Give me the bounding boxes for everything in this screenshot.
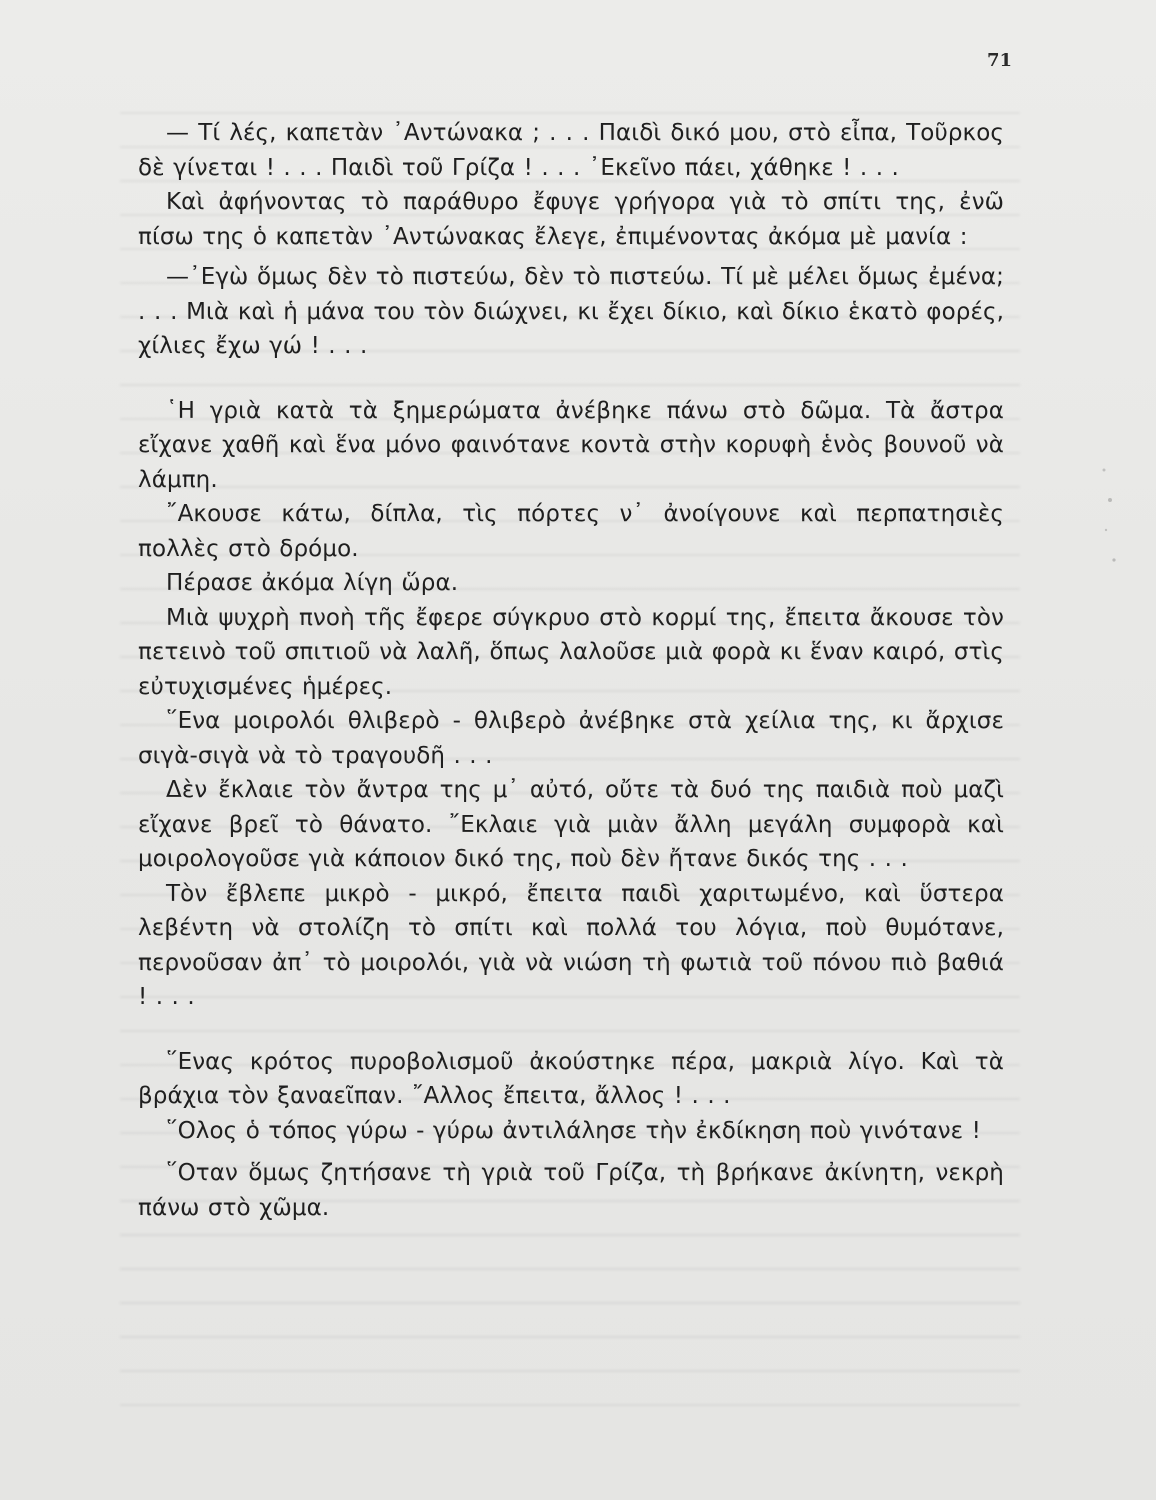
body-text [138,116,1004,1225]
paragraph-dialogue-2: —᾿Εγὼ ὅμως δὲν τὸ πιστεύω, δὲν τὸ πιστεύω. Τί μὲ μέλει ὅμως ἐμένα; . . . Μιὰ καὶ ἡ μάνα του τὸν διώχνει, κι ἔχει δίκιο, καὶ δίκιο ἑκατὸ φορές, χίλιες ἔχω γώ ! . . . [138,264,1004,359]
paragraph-narration-1: Καὶ ἀφήνοντας τὸ παράθυρο ἔφυγε γρήγορα γιὰ τὸ σπίτι της, ἐνῶ πίσω της ὁ καπετὰν ᾿Αντώνακας ἔλεγε, ἐπιμένοντας ἀκόμα μὲ μανία : [138,189,1004,250]
paragraph-narration-5: Μιὰ ψυχρὴ πνοὴ τῆς ἔφερε σύγκρυο στὸ κορμί της, ἔπειτα ἄκουσε τὸν πετεινὸ τοῦ σπιτιοῦ νὰ λαλῆ, ὅπως λαλοῦσε μιὰ φορὰ κι ἕναν καιρό, στὶς εὐτυχισμένες ἡμέρες. [138,604,1004,700]
paragraph-narration-10: ῞Ολος ὁ τόπος γύρω - γύρω ἀντιλάλησε τὴν ἐκδίκηση ποὺ γινότανε ! [166,1117,981,1144]
paragraph-narration-8: Τὸν ἔβλεπε μικρὸ - μικρό, ἔπειτα παιδὶ χαριτωμένο, καὶ ὕστερα λεβέντη νὰ στολίζη τὸ σπίτι καὶ πολλά του λόγια, ποὺ θυμότανε, περνοῦσαν ἀπ᾿ τὸ μοιρολόι, γιὰ νὰ νιώση τὴ φωτιὰ τοῦ πόνου πιὸ βαθιά ! . . . [138,880,1004,1010]
paragraph-narration-9: ῞Ενας κρότος πυροβολισμοῦ ἀκούστηκε πέρα, μακριὰ λίγο. Καὶ τὰ βράχια τὸν ξαναεῖπαν. ῎Αλλος ἔπειτα, ἄλλος ! . . . [138,1048,1004,1109]
paragraph-narration-11: ῞Οταν ὅμως ζητήσανε τὴ γριὰ τοῦ Γρίζα, τὴ βρήκανε ἀκίνητη, νεκρὴ πάνω στὸ χῶμα. [138,1160,1004,1221]
paragraph-narration-6: ῞Ενα μοιρολόι θλιβερὸ - θλιβερὸ ἀνέβηκε στὰ χείλια της, κι ἄρχισε σιγὰ-σιγὰ νὰ τὸ τραγουδῆ . . . [138,708,1004,769]
paragraph-dialogue-1: — Τί λές, καπετὰν ᾿Αντώνακα ; . . . Παιδὶ δικό μου, στὸ εἶπα, Τοῦρκος δὲ γίνεται ! . . . Παιδὶ τοῦ Γρίζα ! . . . ᾿Εκεῖνο πάει, χάθηκε ! . . . [138,120,1004,181]
paragraph-narration-7: Δὲν ἔκλαιε τὸν ἄντρα της μ᾿ αὐτό, οὔτε τὰ δυό της παιδιὰ ποὺ μαζὶ εἴχανε βρεῖ τὸ θάνατο. ῎Εκλαιε γιὰ μιὰν ἄλλη μεγάλη συμφορὰ καὶ μοιρολογοῦσε γιὰ κάποιον δικό της, ποὺ δὲν ἤτανε δικός της . . . [138,777,1004,872]
paragraph-narration-3: ῎Ακουσε κάτω, δίπλα, τὶς πόρτες ν᾿ ἀνοίγουνε καὶ περπατησιὲς πολλὲς στὸ δρόμο. [138,501,1004,562]
page-number: 71 [986,50,1012,71]
paragraph-narration-4: Πέρασε ἀκόμα λίγη ὥρα. [166,570,459,596]
paragraph-narration-2: ῾Η γριὰ κατὰ τὰ ξημερώματα ἀνέβηκε πάνω στὸ δῶμα. Τὰ ἄστρα εἴχανε χαθῆ καὶ ἕνα μόνο φαινότανε κοντὰ στὴν κορυφὴ ἑνὸς βουνοῦ νὰ λάμπη. [138,397,1004,493]
scan-specks [1096,460,1126,580]
